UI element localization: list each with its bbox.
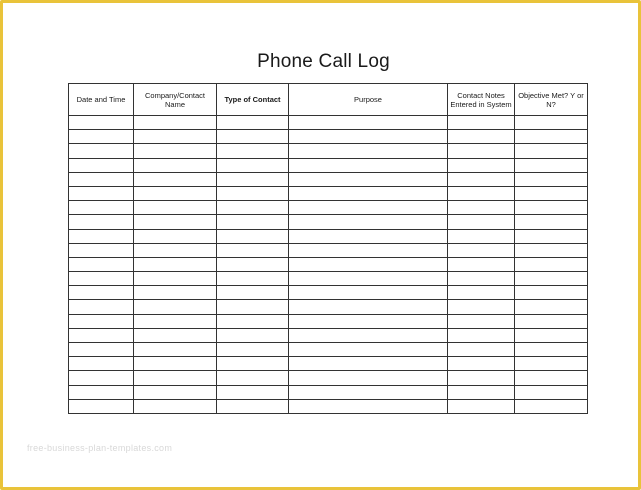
table-row [69, 371, 588, 385]
table-row [69, 158, 588, 172]
table-cell [69, 201, 134, 215]
table-row [69, 272, 588, 286]
table-cell [448, 286, 515, 300]
table-cell [134, 343, 217, 357]
table-cell [515, 371, 588, 385]
table-cell [289, 371, 448, 385]
table-cell [515, 144, 588, 158]
table-cell [448, 116, 515, 130]
table-cell [134, 272, 217, 286]
table-cell [515, 286, 588, 300]
table-cell [448, 229, 515, 243]
table-cell [515, 343, 588, 357]
table-cell [515, 130, 588, 144]
table-row [69, 328, 588, 342]
table-cell [69, 399, 134, 413]
table-cell [448, 257, 515, 271]
table-cell [448, 144, 515, 158]
table-cell [289, 130, 448, 144]
table-row [69, 399, 588, 413]
table-row [69, 229, 588, 243]
table-cell [217, 371, 289, 385]
table-cell [289, 144, 448, 158]
table-row [69, 385, 588, 399]
table-cell [515, 399, 588, 413]
table-cell [69, 130, 134, 144]
table-cell [289, 343, 448, 357]
table-cell [217, 272, 289, 286]
table-cell [289, 399, 448, 413]
table-cell [217, 144, 289, 158]
table-cell [515, 257, 588, 271]
table-cell [69, 144, 134, 158]
table-row [69, 116, 588, 130]
table-cell [515, 158, 588, 172]
table-cell [448, 328, 515, 342]
table-cell [69, 229, 134, 243]
page-title: Phone Call Log [257, 51, 390, 72]
table-cell [515, 328, 588, 342]
table-cell [448, 272, 515, 286]
table-row [69, 257, 588, 271]
header-company-contact: Company/Contact Name [134, 84, 217, 116]
table-cell [69, 172, 134, 186]
table-cell [515, 357, 588, 371]
table-cell [289, 385, 448, 399]
table-cell [289, 300, 448, 314]
table-row [69, 172, 588, 186]
table-row [69, 300, 588, 314]
table-cell [217, 357, 289, 371]
call-log-table [68, 83, 588, 414]
table-cell [217, 215, 289, 229]
table-row [69, 343, 588, 357]
watermark: free-business-plan-templates.com [27, 443, 173, 453]
header-row [69, 84, 588, 116]
table-cell [289, 243, 448, 257]
table-cell [448, 172, 515, 186]
header-notes-entered: Contact Notes Entered in System [448, 84, 515, 116]
table-cell [134, 130, 217, 144]
header-date-time: Date and Time [69, 84, 134, 116]
log-body [69, 116, 588, 414]
table-cell [134, 357, 217, 371]
table-cell [69, 385, 134, 399]
table-cell [134, 314, 217, 328]
table-cell [134, 116, 217, 130]
table-cell [69, 186, 134, 200]
table-cell [515, 385, 588, 399]
table-cell [448, 343, 515, 357]
table-cell [217, 158, 289, 172]
table-cell [69, 158, 134, 172]
table-cell [515, 243, 588, 257]
table-cell [134, 172, 217, 186]
table-cell [134, 300, 217, 314]
table-cell [515, 172, 588, 186]
table-cell [515, 300, 588, 314]
table-row [69, 201, 588, 215]
table-cell [448, 300, 515, 314]
table-cell [515, 272, 588, 286]
table-cell [289, 201, 448, 215]
table-cell [134, 399, 217, 413]
table-cell [448, 399, 515, 413]
table-cell [448, 186, 515, 200]
table-cell [448, 371, 515, 385]
table-cell [134, 229, 217, 243]
table-cell [69, 286, 134, 300]
table-cell [69, 371, 134, 385]
table-cell [217, 314, 289, 328]
table-cell [217, 172, 289, 186]
table-cell [217, 130, 289, 144]
table-cell [289, 328, 448, 342]
table-cell [69, 257, 134, 271]
table-cell [134, 257, 217, 271]
table-cell [448, 201, 515, 215]
table-cell [448, 357, 515, 371]
table-cell [217, 328, 289, 342]
table-cell [134, 201, 217, 215]
table-row [69, 215, 588, 229]
table-cell [69, 300, 134, 314]
table-row [69, 357, 588, 371]
table-cell [289, 215, 448, 229]
table-cell [69, 343, 134, 357]
table-row [69, 286, 588, 300]
table-cell [217, 186, 289, 200]
table-cell [217, 116, 289, 130]
table-cell [289, 314, 448, 328]
table-cell [515, 229, 588, 243]
table-cell [134, 328, 217, 342]
table-cell [134, 186, 217, 200]
table-cell [289, 229, 448, 243]
table-cell [289, 357, 448, 371]
table-cell [515, 201, 588, 215]
table-cell [134, 385, 217, 399]
table-cell [69, 116, 134, 130]
table-cell [515, 215, 588, 229]
table-cell [289, 272, 448, 286]
table-cell [289, 286, 448, 300]
table-cell [69, 243, 134, 257]
table-cell [289, 257, 448, 271]
table-cell [69, 328, 134, 342]
table-cell [217, 201, 289, 215]
table-cell [69, 314, 134, 328]
table-row [69, 144, 588, 158]
table-cell [217, 399, 289, 413]
table-cell [69, 272, 134, 286]
table-cell [289, 158, 448, 172]
table-cell [448, 385, 515, 399]
table-cell [217, 257, 289, 271]
table-cell [217, 243, 289, 257]
table-cell [515, 186, 588, 200]
table-cell [289, 172, 448, 186]
table-cell [217, 385, 289, 399]
table-cell [134, 371, 217, 385]
table-cell [217, 300, 289, 314]
table-cell [69, 357, 134, 371]
table-cell [217, 343, 289, 357]
table-cell [69, 215, 134, 229]
table-row [69, 186, 588, 200]
table-cell [134, 158, 217, 172]
table-row [69, 243, 588, 257]
table-cell [289, 186, 448, 200]
table-row [69, 314, 588, 328]
table-row [69, 130, 588, 144]
table-cell [515, 314, 588, 328]
header-objective-met: Objective Met? Y or N? [515, 84, 588, 116]
header-purpose: Purpose [289, 84, 448, 116]
table-cell [448, 243, 515, 257]
table-cell [134, 144, 217, 158]
table-cell [134, 215, 217, 229]
table-cell [289, 116, 448, 130]
table-cell [448, 215, 515, 229]
table-cell [448, 314, 515, 328]
table-cell [217, 229, 289, 243]
table-cell [448, 158, 515, 172]
table-cell [217, 286, 289, 300]
table-cell [448, 130, 515, 144]
header-contact-type: Type of Contact [217, 84, 289, 116]
table-cell [134, 243, 217, 257]
table-cell [134, 286, 217, 300]
table-cell [515, 116, 588, 130]
